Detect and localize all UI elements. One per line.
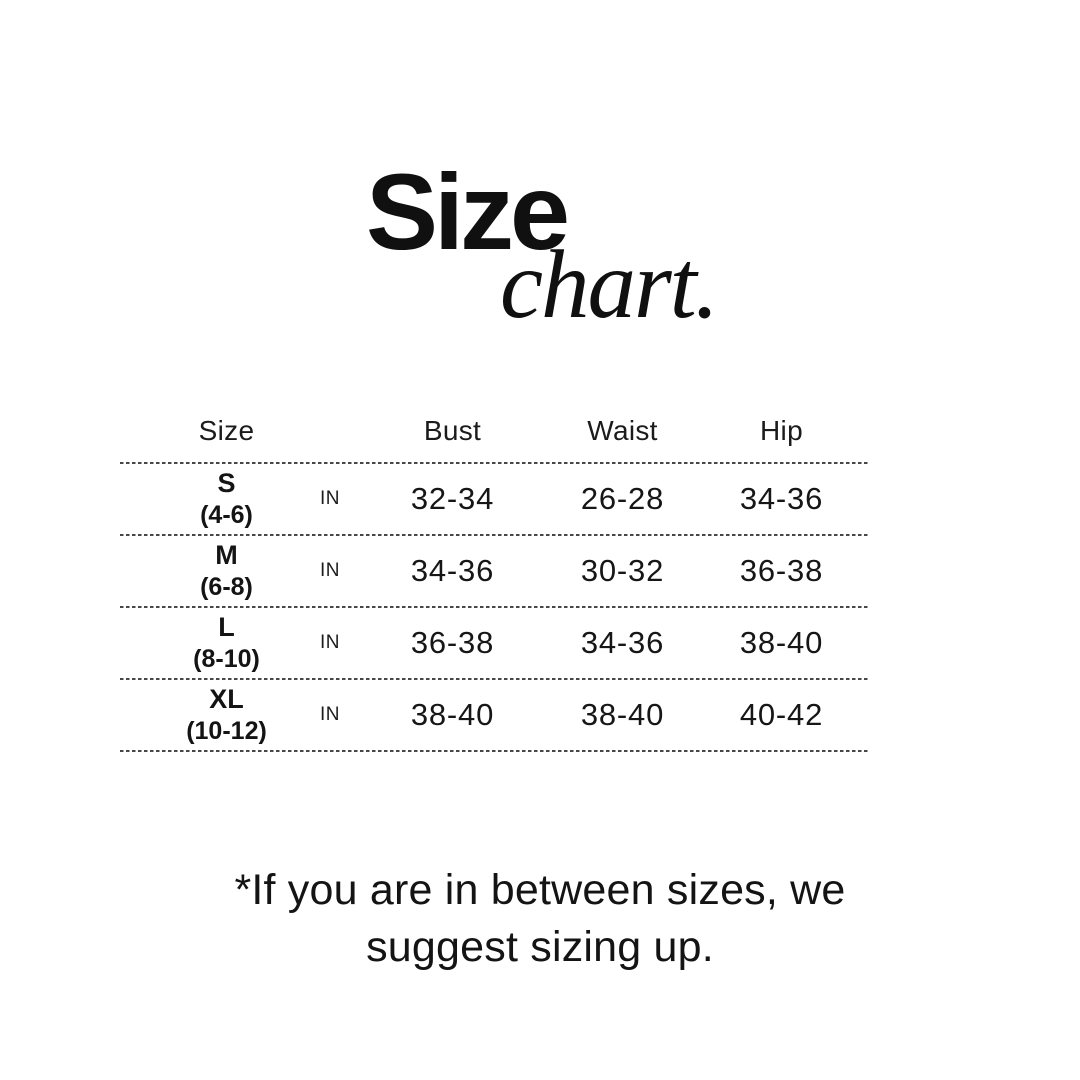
table-row-xl (120, 680, 868, 750)
size-label-cell (120, 684, 305, 746)
unit-label: IN (320, 488, 340, 509)
table-row-s (120, 464, 868, 534)
hip-value: 36-38 (739, 553, 824, 588)
bust-value: 38-40 (410, 697, 495, 732)
size-range: (8-10) (193, 645, 260, 674)
size-range: (6-8) (200, 573, 253, 602)
size-label-cell (120, 468, 305, 530)
size-letter: XL (209, 684, 244, 715)
bust-value: 32-34 (410, 481, 495, 516)
size-range: (10-12) (186, 717, 267, 746)
table-row-l (120, 608, 868, 678)
size-range: (4-6) (200, 501, 253, 530)
table-header-row (120, 400, 868, 462)
sizing-note (0, 862, 1080, 976)
sizing-note-line2: suggest sizing up. (366, 923, 714, 971)
header-bust: Bust (423, 415, 482, 446)
size-letter: S (217, 468, 236, 499)
bust-value: 34-36 (410, 553, 495, 588)
size-table (120, 400, 868, 752)
unit-label: IN (320, 632, 340, 653)
size-label-cell (120, 540, 305, 602)
table-row-m (120, 536, 868, 606)
page-title: Size (366, 151, 567, 272)
waist-value: 38-40 (580, 697, 665, 732)
bust-value: 36-38 (410, 625, 495, 660)
header-waist: Waist (587, 415, 658, 446)
size-letter: M (215, 540, 238, 571)
hip-value: 34-36 (739, 481, 824, 516)
hip-value: 40-42 (739, 697, 824, 732)
sizing-note-line1: *If you are in between sizes, we (234, 866, 846, 914)
header-size: Size (198, 415, 255, 446)
waist-value: 30-32 (580, 553, 665, 588)
row-divider (120, 750, 868, 752)
size-label-cell (120, 612, 305, 674)
unit-label: IN (320, 704, 340, 725)
waist-value: 34-36 (580, 625, 665, 660)
unit-label: IN (320, 560, 340, 581)
page-title-script: chart. (500, 231, 718, 338)
header-hip: Hip (760, 415, 803, 446)
waist-value: 26-28 (580, 481, 665, 516)
size-letter: L (218, 612, 235, 643)
hip-value: 38-40 (739, 625, 824, 660)
